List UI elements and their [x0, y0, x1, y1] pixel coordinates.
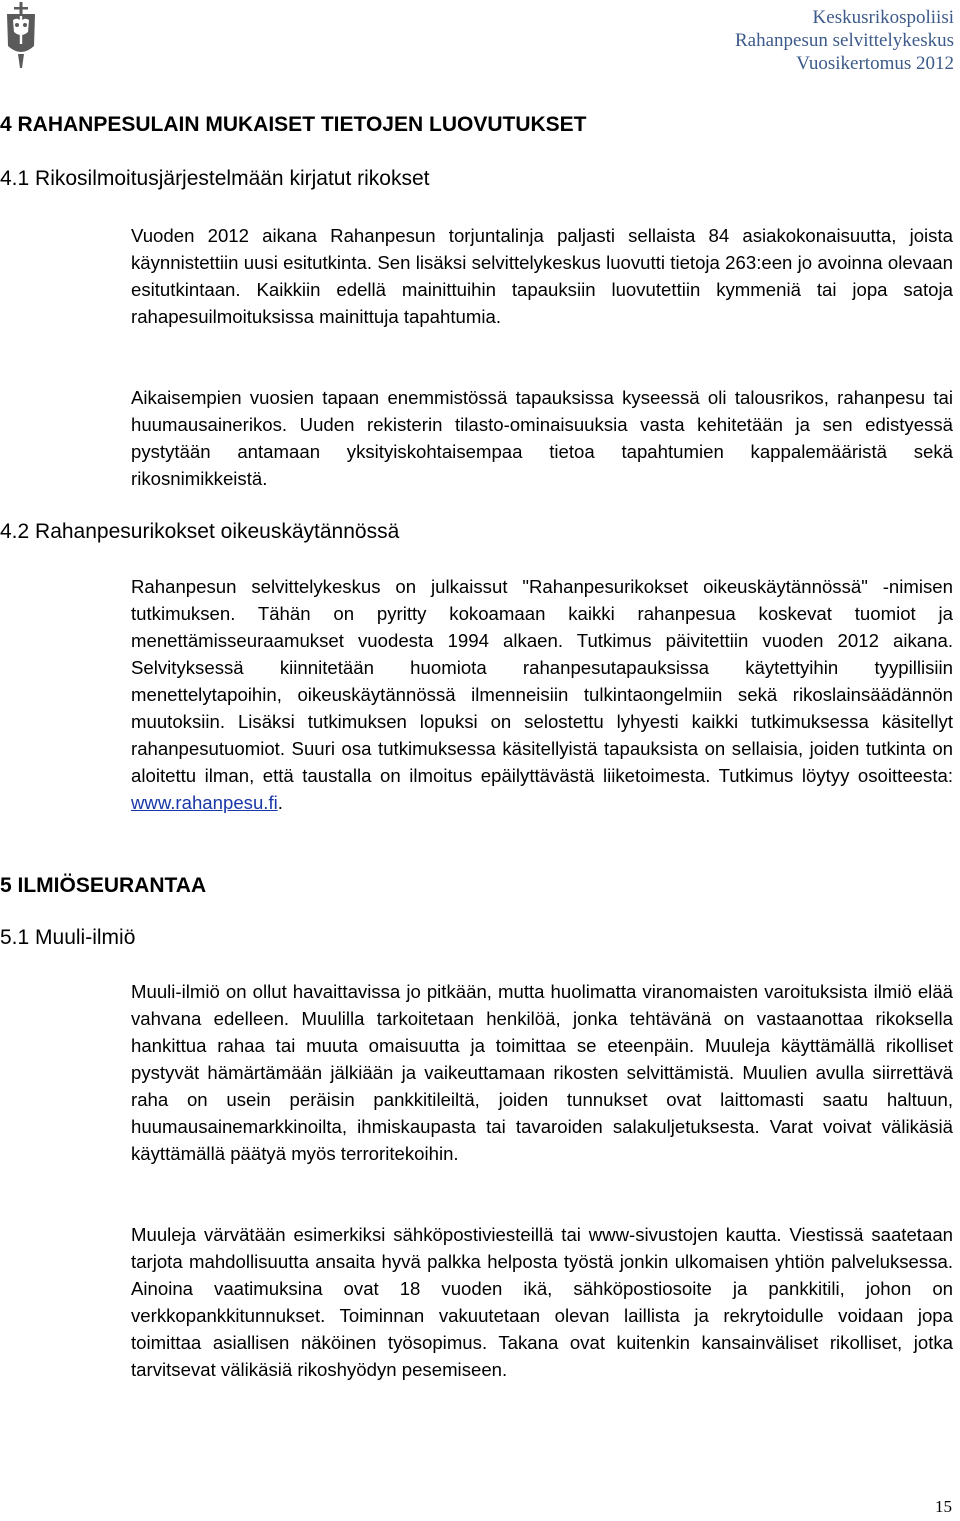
paragraph-crime-types: Aikaisempien vuosien tapaan enemmistössä tapauksissa kyseessä oli talousrikos, rahanpesu tai huumausainerikos. Uuden rekisterin tilasto-ominaisuuksia vasta kehitetään ja sen edistyessä pystytään antamaan yksityiskohtaisempaa tietoa tapahtumien kappalemääristä sekä rikosnimikkeistä. [131, 387, 953, 489]
rahanpesu-link[interactable]: www.rahanpesu.fi [131, 792, 278, 813]
document-header [735, 6, 954, 75]
police-emblem-logo [3, 2, 39, 68]
paragraph-court-practice [131, 573, 953, 816]
paragraph-mule-recruitment: Muuleja värvätään esimerkiksi sähköpostiviesteillä tai www-sivustojen kautta. Viestissä saatetaan tarjota mahdollisuutta ansaita hyvä palkka helposta työstä jonkin ulkomaisen yhtiön palveluksessa. Ainoina vaatimuksina ovat 18 vuoden ikä, sähköpostiosoite ja pankkitili, johon on verkkopankkitunnukset. Toiminnan vakuutetaan olevan laillista ja rekrytoidulle voidaan jopa toimittaa asiallisen näköinen työsopimus. Takana ovat kuitenkin kansainväliset rikolliset, jotka tarvitsevat välikäsiä rikoshyödyn pesemiseen. [131, 1224, 953, 1380]
heading-section-5: 5 ILMIÖSEURANTAA [0, 874, 207, 897]
header-report-title: Vuosikertomus 2012 [796, 53, 954, 74]
header-organization: Keskusrikospoliisi [812, 7, 954, 28]
heading-section-5-1: 5.1 Muuli-ilmiö [0, 926, 136, 949]
heading-section-4-1: 4.1 Rikosilmoitusjärjestelmään kirjatut rikokset [0, 167, 430, 190]
paragraph-crime-reports: Vuoden 2012 aikana Rahanpesun torjuntalinja paljasti sellaista 84 asiakokonaisuutta, joista käynnistettiin uusi esitutkinta. Sen lisäksi selvittelykeskus luovutti tietoja 263:een jo avoinna olevaan esitutkintaan. Kaikkiin edellä mainittuihin tapauksiin luovutettiin kymmeniä tai jopa satoja rahapesuilmoituksissa mainittuja tapahtumia. [131, 225, 953, 327]
paragraph-court-practice-end: . [277, 792, 283, 813]
heading-section-4: 4 RAHANPESULAIN MUKAISET TIETOJEN LUOVUTUKSET [0, 113, 587, 136]
paragraph-court-practice-text: Rahanpesun selvittelykeskus on julkaissut "Rahanpesurikokset oikeuskäytännössä" -nimisen tutkimuksen. Tähän on pyritty kokoamaan kaikki rahanpesua koskevat tuomiot ja menettämisseuraamukset vuodesta 1994 alkaen. Tutkimus päivitettiin vuoden 2012 aikana. Selvityksessä kiinnitetään huomiota rahanpesutapauksissa käytettyihin tyypillisiin menettelytapoihin, oikeuskäytännössä ilmenneisiin tulkintaongelmiin sekä rikoslainsäädännön muutoksiin. Lisäksi tutkimuksen lopuksi on selostettu lyhyesti kaikki tutkimuksessa käsitellyt rahanpesutuomiot. Suuri osa tutkimuksessa käsitellyistä tapauksista on sellaisia, joiden tutkinta on aloitettu ilman, että taustalla on ilmoitus epäilyttävästä liiketoimesta. Tutkimus löytyy osoitteesta: [131, 576, 953, 786]
heading-section-4-2: 4.2 Rahanpesurikokset oikeuskäytännössä [0, 520, 400, 543]
paragraph-money-mules: Muuli-ilmiö on ollut havaittavissa jo pitkään, mutta huolimatta viranomaisten varoituksista ilmiö elää vahvana edelleen. Muulilla tarkoitetaan henkilöä, jonka tehtävänä on vastaanottaa rikoksella hankittua rahaa tai muuta omaisuutta ja toimittaa se eteenpäin. Muuleja käyttämällä rikolliset pystyvät hämärtämään jälkiään ja vaikeuttamaan rikosten selvittämistä. Muulien avulla siirrettävä raha on usein peräisin pankkitileiltä, joiden tunnukset ovat laittomasti saatu haltuun, huumausainemarkkinoilta, ihmiskaupasta tai tavaroiden salakuljetuksesta. Varat voivat välikäsiä käyttämällä päätyä myös terroritekoihin. [131, 981, 953, 1164]
page-number: 15 [935, 1497, 952, 1516]
header-unit: Rahanpesun selvittelykeskus [735, 30, 954, 51]
